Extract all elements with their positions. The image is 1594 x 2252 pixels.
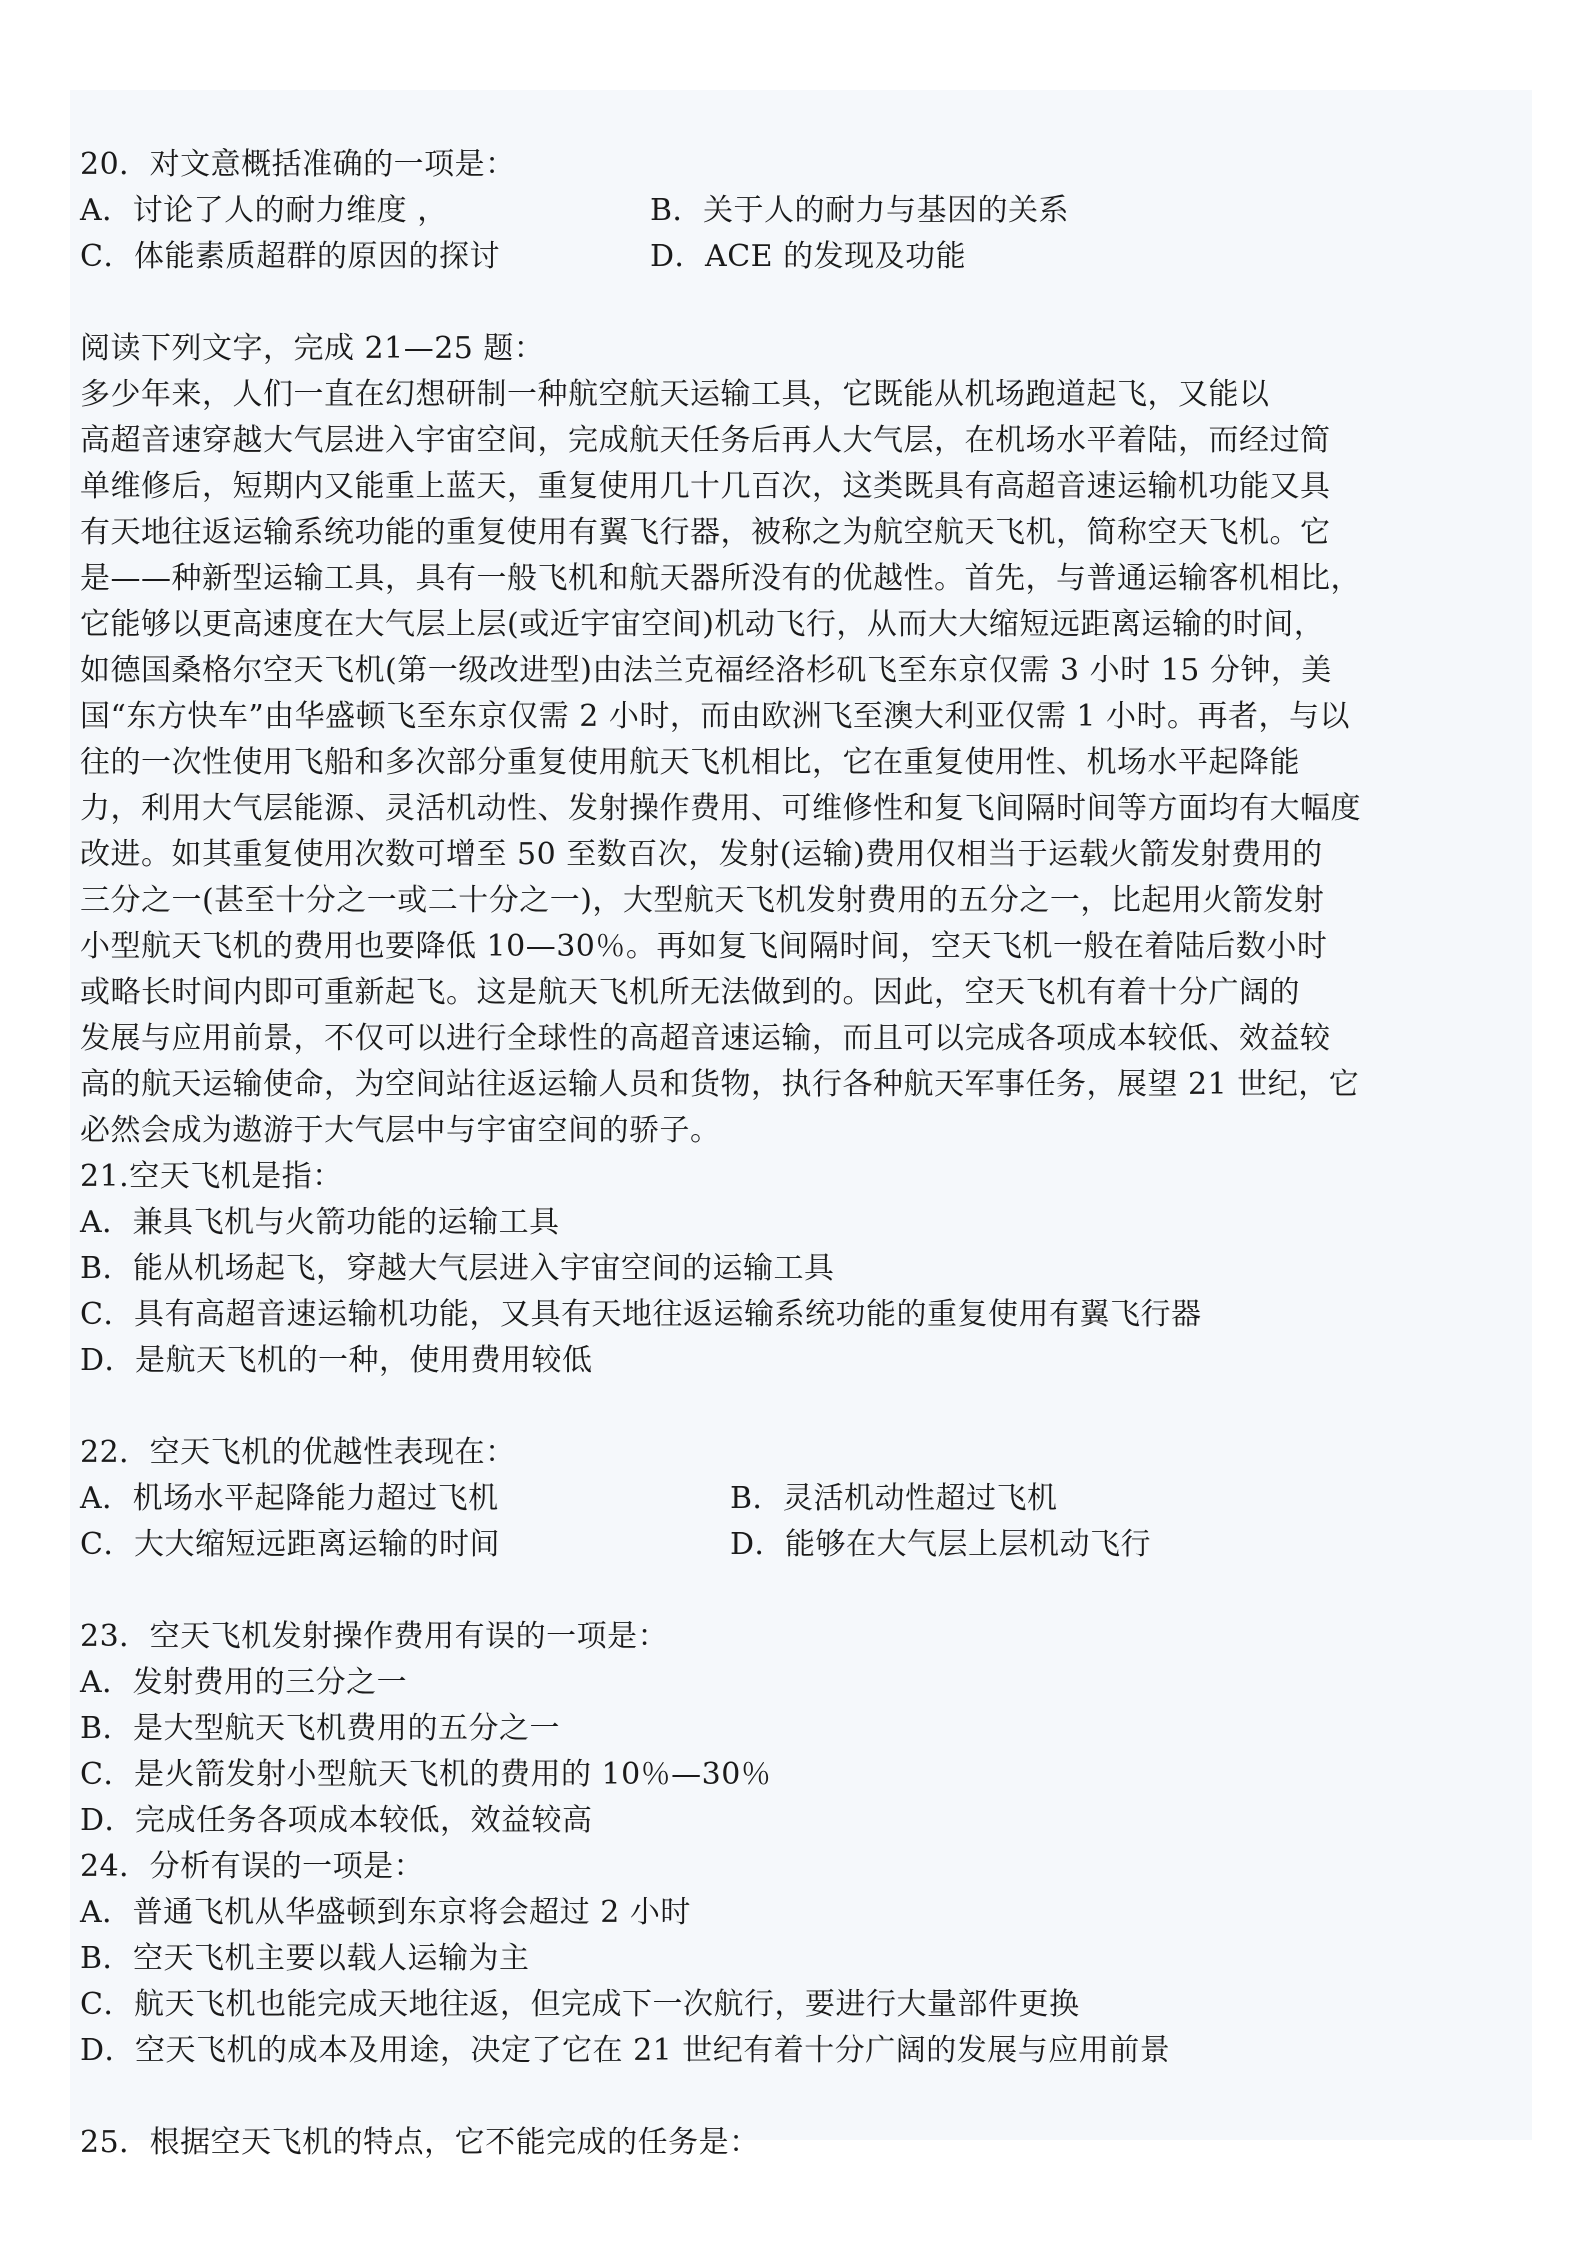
option-b: B．灵活机动性超过飞机 <box>730 1481 1058 1516</box>
option-a: A．发射费用的三分之一 <box>80 1665 408 1700</box>
option-b: B．关于人的耐力与基因的关系 <box>650 193 1070 228</box>
reading-passage <box>80 326 1500 1154</box>
document-body <box>80 142 1500 2166</box>
passage-line: 它能够以更高速度在大气层上层(或近宇宙空间)机动飞行，从而大大缩短远距离运输的时间， <box>80 607 1325 642</box>
option-d: D．ACE 的发现及功能 <box>650 239 967 274</box>
option-c: C．是火箭发射小型航天飞机的费用的 10％—30％ <box>80 1757 772 1792</box>
question-22 <box>80 1430 1500 1568</box>
passage-line: 往的一次性使用飞船和多次部分重复使用航天飞机相比，它在重复使用性、机场水平起降能 <box>80 745 1300 780</box>
option-a: A．讨论了人的耐力维度 ， <box>80 193 448 228</box>
passage-line: 三分之一(甚至十分之一或二十分之一)，大型航天飞机发射费用的五分之一，比起用火箭发射 <box>80 883 1325 918</box>
option-a: A．兼具飞机与火箭功能的运输工具 <box>80 1205 560 1240</box>
passage-line: 国“东方快车”由华盛顿飞至东京仅需 2 小时，而由欧洲飞至澳大利亚仅需 1 小时。再者，与以 <box>80 699 1350 734</box>
option-row <box>80 188 1500 234</box>
question-stem: 21.空天飞机是指： <box>80 1159 343 1194</box>
passage-line: 小型航天飞机的费用也要降低 10—30％。再如复飞间隔时间，空天飞机一般在着陆后数小时 <box>80 929 1328 964</box>
option-c: C．大大缩短远距离运输的时间 <box>80 1527 500 1562</box>
passage-line: 或略长时间内即可重新起飞。这是航天飞机所无法做到的。因此，空天飞机有着十分广阔的 <box>80 975 1300 1010</box>
question-stem: 22．空天飞机的优越性表现在： <box>80 1435 516 1470</box>
question-stem: 24．分析有误的一项是： <box>80 1849 425 1884</box>
question-25 <box>80 2120 1500 2166</box>
passage-line: 多少年来，人们一直在幻想研制一种航空航天运输工具，它既能从机场跑道起飞，又能以 <box>80 377 1270 412</box>
option-a: A．普通飞机从华盛顿到东京将会超过 2 小时 <box>80 1895 691 1930</box>
passage-line: 是——种新型运输工具，具有一般飞机和航天器所没有的优越性。首先，与普通运输客机相比， <box>80 561 1361 596</box>
option-b: B．能从机场起飞，穿越大气层进入宇宙空间的运输工具 <box>80 1251 835 1286</box>
question-stem: 25．根据空天飞机的特点，它不能完成的任务是： <box>80 2125 760 2160</box>
option-row <box>80 234 1500 280</box>
option-d: D．是航天飞机的一种，使用费用较低 <box>80 1343 593 1378</box>
question-stem: 23．空天飞机发射操作费用有误的一项是： <box>80 1619 669 1654</box>
passage-line: 改进。如其重复使用次数可增至 50 至数百次，发射(运输)费用仅相当于运载火箭发射费用的 <box>80 837 1323 872</box>
passage-intro: 阅读下列文字，完成 21—25 题： <box>80 331 545 366</box>
option-c: C．航天飞机也能完成天地往返，但完成下一次航行，要进行大量部件更换 <box>80 1987 1080 2022</box>
option-c: C．体能素质超群的原因的探讨 <box>80 239 500 274</box>
passage-line: 发展与应用前景，不仅可以进行全球性的高超音速运输，而且可以完成各项成本较低、效益较 <box>80 1021 1331 1056</box>
question-23 <box>80 1614 1500 1844</box>
option-a: A．机场水平起降能力超过飞机 <box>80 1481 499 1516</box>
passage-line: 高超音速穿越大气层进入宇宙空间，完成航天任务后再人大气层，在机场水平着陆，而经过简 <box>80 423 1331 458</box>
option-b: B．是大型航天飞机费用的五分之一 <box>80 1711 561 1746</box>
option-b: B．空天飞机主要以载人运输为主 <box>80 1941 530 1976</box>
passage-line: 力，利用大气层能源、灵活机动性、发射操作费用、可维修性和复飞间隔时间等方面均有大幅度 <box>80 791 1361 826</box>
passage-line: 如德国桑格尔空天飞机(第一级改进型)由法兰克福经洛杉矶飞至东京仅需 3 小时 15 分钟，美 <box>80 653 1332 688</box>
passage-line: 高的航天运输使命，为空间站往返运输人员和货物，执行各种航天军事任务，展望 21 世纪，它 <box>80 1067 1360 1102</box>
option-d: D．空天飞机的成本及用途，决定了它在 21 世纪有着十分广阔的发展与应用前景 <box>80 2033 1171 2068</box>
question-21 <box>80 1154 1500 1384</box>
question-stem: 20．对文意概括准确的一项是： <box>80 147 516 182</box>
passage-line: 单维修后，短期内又能重上蓝天，重复使用几十几百次，这类既具有高超音速运输机功能又具 <box>80 469 1331 504</box>
option-d: D．能够在大气层上层机动飞行 <box>730 1527 1152 1562</box>
passage-line: 有天地往返运输系统功能的重复使用有翼飞行器，被称之为航空航天飞机，简称空天飞机。它 <box>80 515 1331 550</box>
question-20 <box>80 142 1500 280</box>
question-24 <box>80 1844 1500 2074</box>
option-row <box>80 1476 1500 1522</box>
passage-line: 必然会成为遨游于大气层中与宇宙空间的骄子。 <box>80 1113 721 1148</box>
option-c: C．具有高超音速运输机功能，又具有天地往返运输系统功能的重复使用有翼飞行器 <box>80 1297 1202 1332</box>
option-d: D．完成任务各项成本较低，效益较高 <box>80 1803 593 1838</box>
option-row <box>80 1522 1500 1568</box>
